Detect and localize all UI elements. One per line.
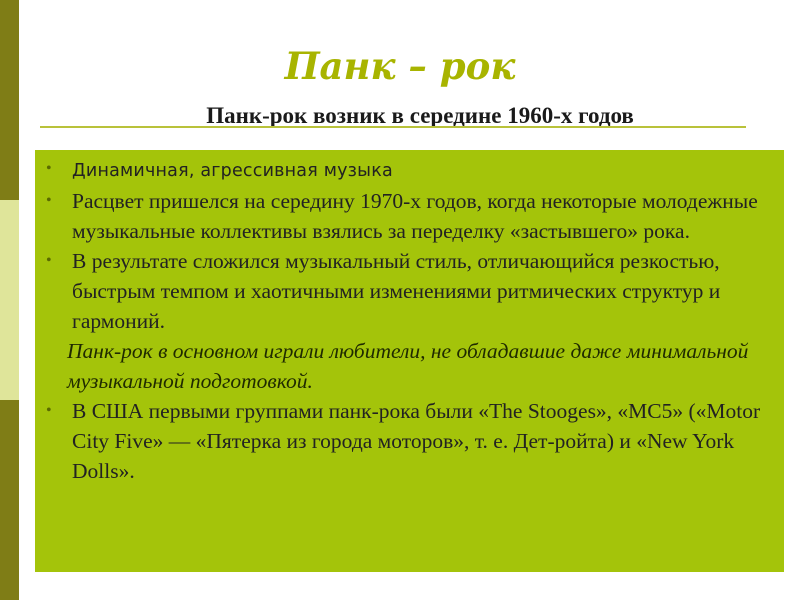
list-item-text: Динамичная, агрессивная музыка — [72, 161, 393, 181]
bullet-list — [35, 154, 784, 486]
list-item — [35, 186, 784, 246]
list-item-text: В результате сложился музыкальный стиль, отличающийся резкостью, быстрым темпом и хаотичными изменениями ритмических структур и гармоний. — [72, 249, 721, 333]
list-item — [35, 246, 784, 336]
slide-title: Панк – рок — [284, 44, 516, 88]
left-stripe-bottom — [0, 400, 19, 600]
left-stripe-middle — [0, 200, 19, 400]
bullet-icon: • — [46, 160, 52, 177]
bullet-icon: • — [46, 402, 52, 419]
content-box — [35, 150, 784, 572]
slide-subtitle: Панк-рок возник в середине 1960-х годов — [206, 103, 634, 128]
left-stripe-top — [0, 0, 19, 200]
list-item — [35, 154, 784, 186]
italic-note: Панк-рок в основном играли любители, не обладавшие даже минимальной музыкальной подготовкой. — [67, 339, 749, 393]
bullet-icon: • — [46, 192, 52, 209]
title-divider — [40, 126, 746, 128]
list-item — [35, 396, 784, 486]
list-item-text: Расцвет пришелся на середину 1970-х годов, когда некоторые молодежные музыкальные коллективы взялись за переделку «застывшего» рока. — [72, 189, 758, 243]
bullet-icon: • — [46, 252, 52, 269]
list-item-text: В США первыми группами панк-рока были «The Stooges», «MC5» («Motor City Five» — «Пятерка из города моторов», т. е. Дет-ройта) и «New York Dolls». — [72, 399, 761, 483]
